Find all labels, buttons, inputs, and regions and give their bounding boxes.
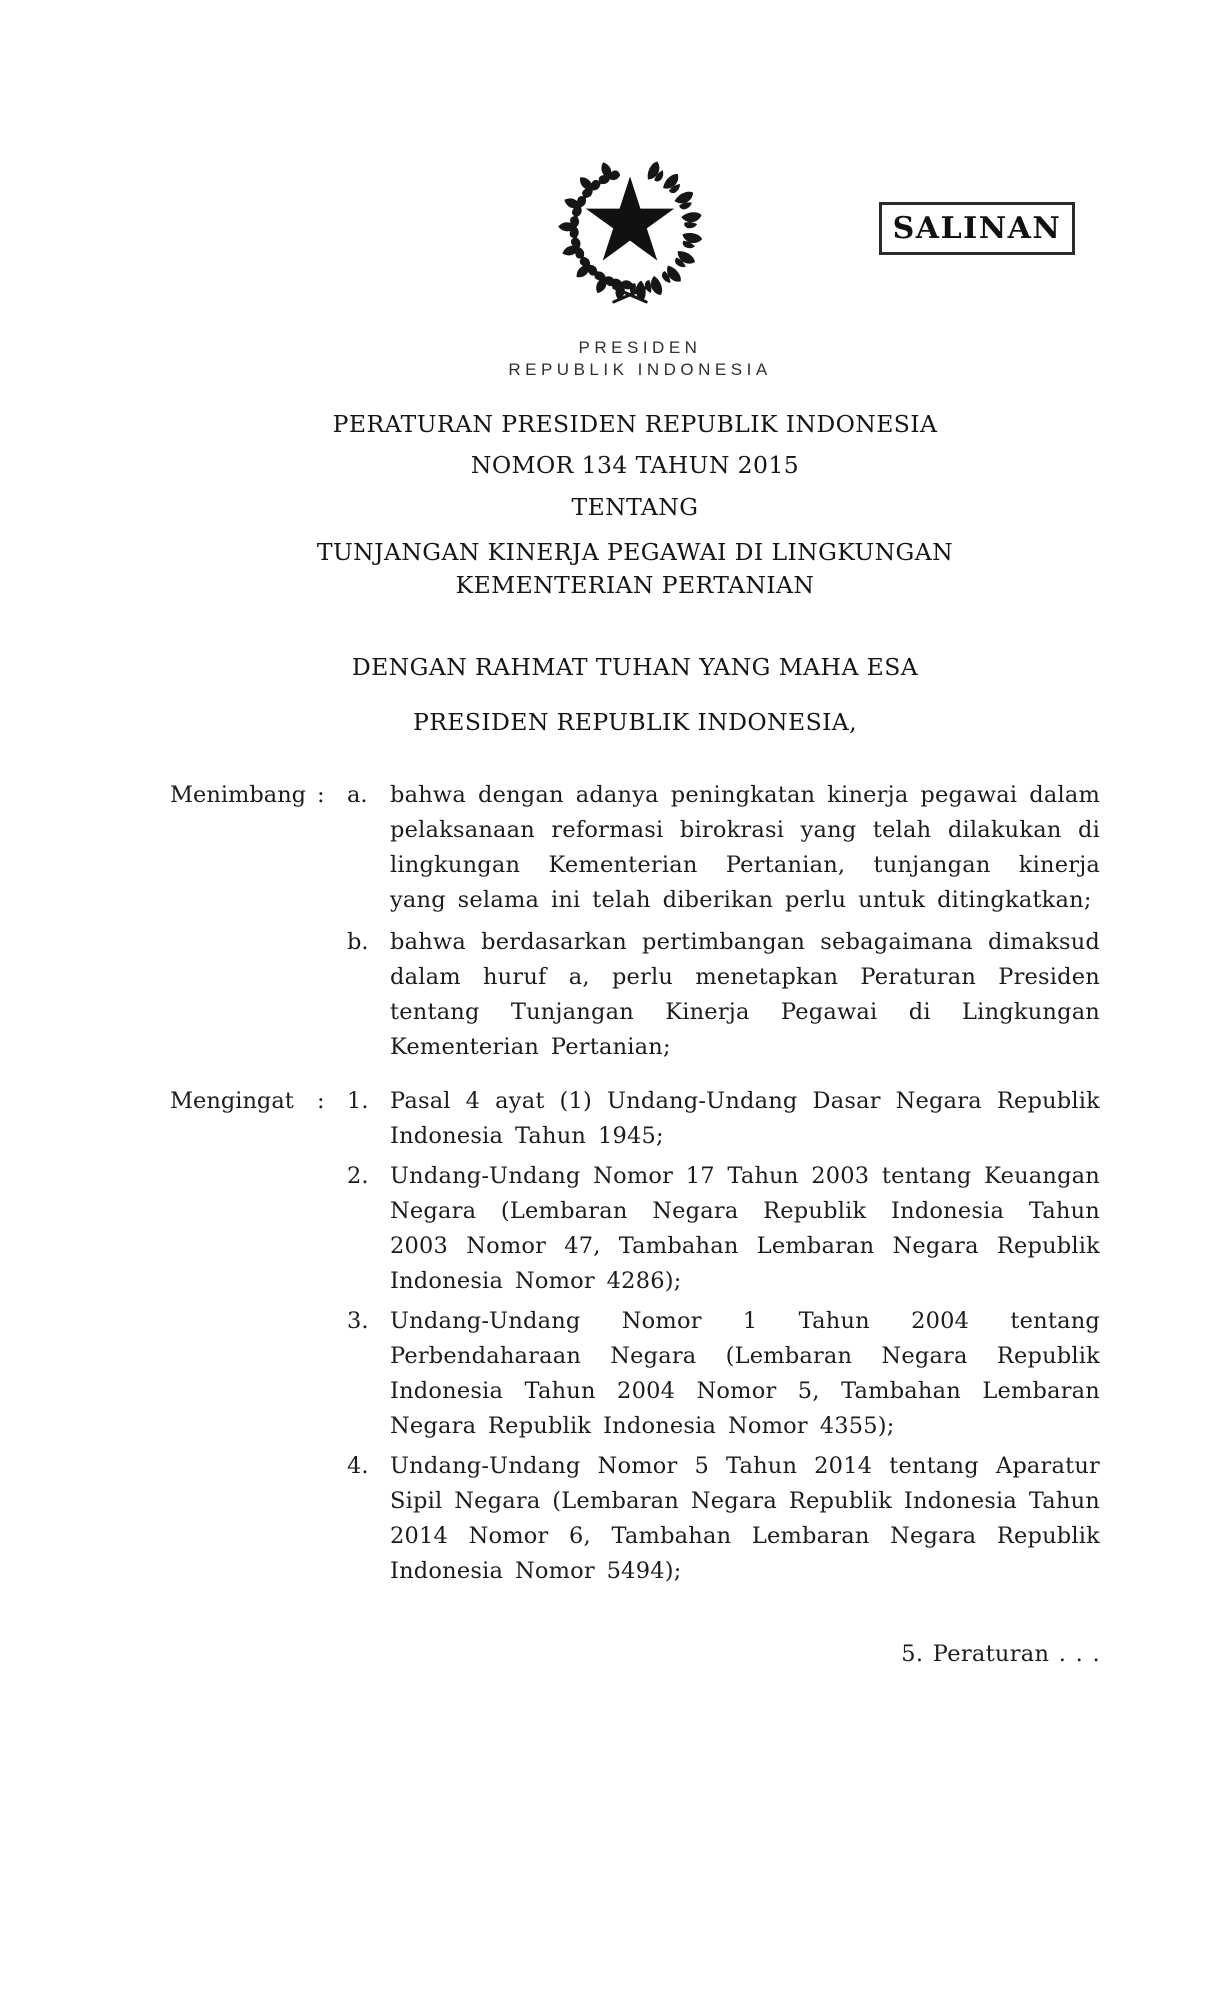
item-text: Pasal 4 ayat (1) Undang-Undang Dasar Negara Republik Indonesia Tahun 1945; (390, 1088, 1100, 1149)
heading-regulation-number: NOMOR 134 TAHUN 2015 (470, 451, 800, 479)
item-marker: 1. (347, 1088, 369, 1114)
list-item (347, 1159, 1100, 1299)
salinan-stamp (879, 202, 1075, 255)
item-marker: 4. (347, 1453, 369, 1479)
seal-caption (508, 337, 771, 381)
list-item (347, 925, 1100, 1065)
section-items (347, 1084, 1100, 1589)
seal-caption-line1: PRESIDEN (578, 338, 702, 357)
section-label: Mengingat (170, 1088, 294, 1114)
section-colon: : (317, 782, 325, 808)
heading-subject-line2: KEMENTERIAN PERTANIAN (455, 571, 815, 599)
presidential-seal-icon (547, 150, 713, 304)
list-item (347, 1084, 1100, 1154)
item-text: Undang-Undang Nomor 5 Tahun 2014 tentang Aparatur Sipil Negara (Lembaran Negara Republik Indonesia Tahun 2014 Nomor 6, Tambahan Lembaran Negara Republik Indonesia Nomor 5494); (390, 1453, 1100, 1584)
authority-line: PRESIDEN REPUBLIK INDONESIA, (413, 708, 857, 736)
item-marker: 2. (347, 1163, 369, 1189)
invocation-line: DENGAN RAHMAT TUHAN YANG MAHA ESA (351, 653, 919, 681)
list-item (347, 778, 1100, 918)
heading-subject (170, 536, 1100, 602)
item-marker: a. (347, 782, 368, 808)
list-item (347, 1304, 1100, 1444)
document-body (170, 778, 1100, 1589)
section-label: Menimbang (170, 782, 307, 808)
heading-regulation-title: PERATURAN PRESIDEN REPUBLIK INDONESIA (332, 410, 938, 438)
item-marker: b. (347, 929, 369, 955)
item-marker: 3. (347, 1308, 369, 1334)
salinan-label: SALINAN (892, 211, 1062, 246)
item-text: bahwa berdasarkan pertimbangan sebagaimana dimaksud dalam huruf a, perlu menetapkan Peraturan Presiden tentang Tunjangan Kinerja Pegawai di Lingkungan Kementerian Pertanian; (390, 929, 1100, 1060)
section-colon: : (317, 1088, 325, 1114)
section-menimbang (170, 778, 1100, 1065)
item-text: Undang-Undang Nomor 17 Tahun 2003 tentang Keuangan Negara (Lembaran Negara Republik Indonesia Tahun 2003 Nomor 47, Tambahan Lembaran Negara Republik Indonesia Nomor 4286); (390, 1163, 1100, 1294)
list-item (347, 1449, 1100, 1589)
item-text: bahwa dengan adanya peningkatan kinerja pegawai dalam pelaksanaan reformasi birokrasi yang telah dilakukan di lingkungan Kementerian Pertanian, tunjangan kinerja yang selama ini telah diberikan perlu untuk ditingkatkan; (390, 782, 1100, 913)
seal-caption-line2: REPUBLIK INDONESIA (508, 360, 772, 379)
item-text: Undang-Undang Nomor 1 Tahun 2004 tentang Perbendaharaan Negara (Lembaran Negara Republik Indonesia Tahun 2004 Nomor 5, Tambahan Lembaran Negara Republik Indonesia Nomor 4355); (390, 1308, 1100, 1439)
catchword: 5. Peraturan . . . (901, 1641, 1100, 1667)
heading-subject-line1: TUNJANGAN KINERJA PEGAWAI DI LINGKUNGAN (316, 538, 954, 566)
heading-tentang: TENTANG (571, 493, 699, 521)
section-mengingat (170, 1084, 1100, 1589)
regulation-heading (170, 410, 1100, 602)
section-items (347, 778, 1100, 1065)
